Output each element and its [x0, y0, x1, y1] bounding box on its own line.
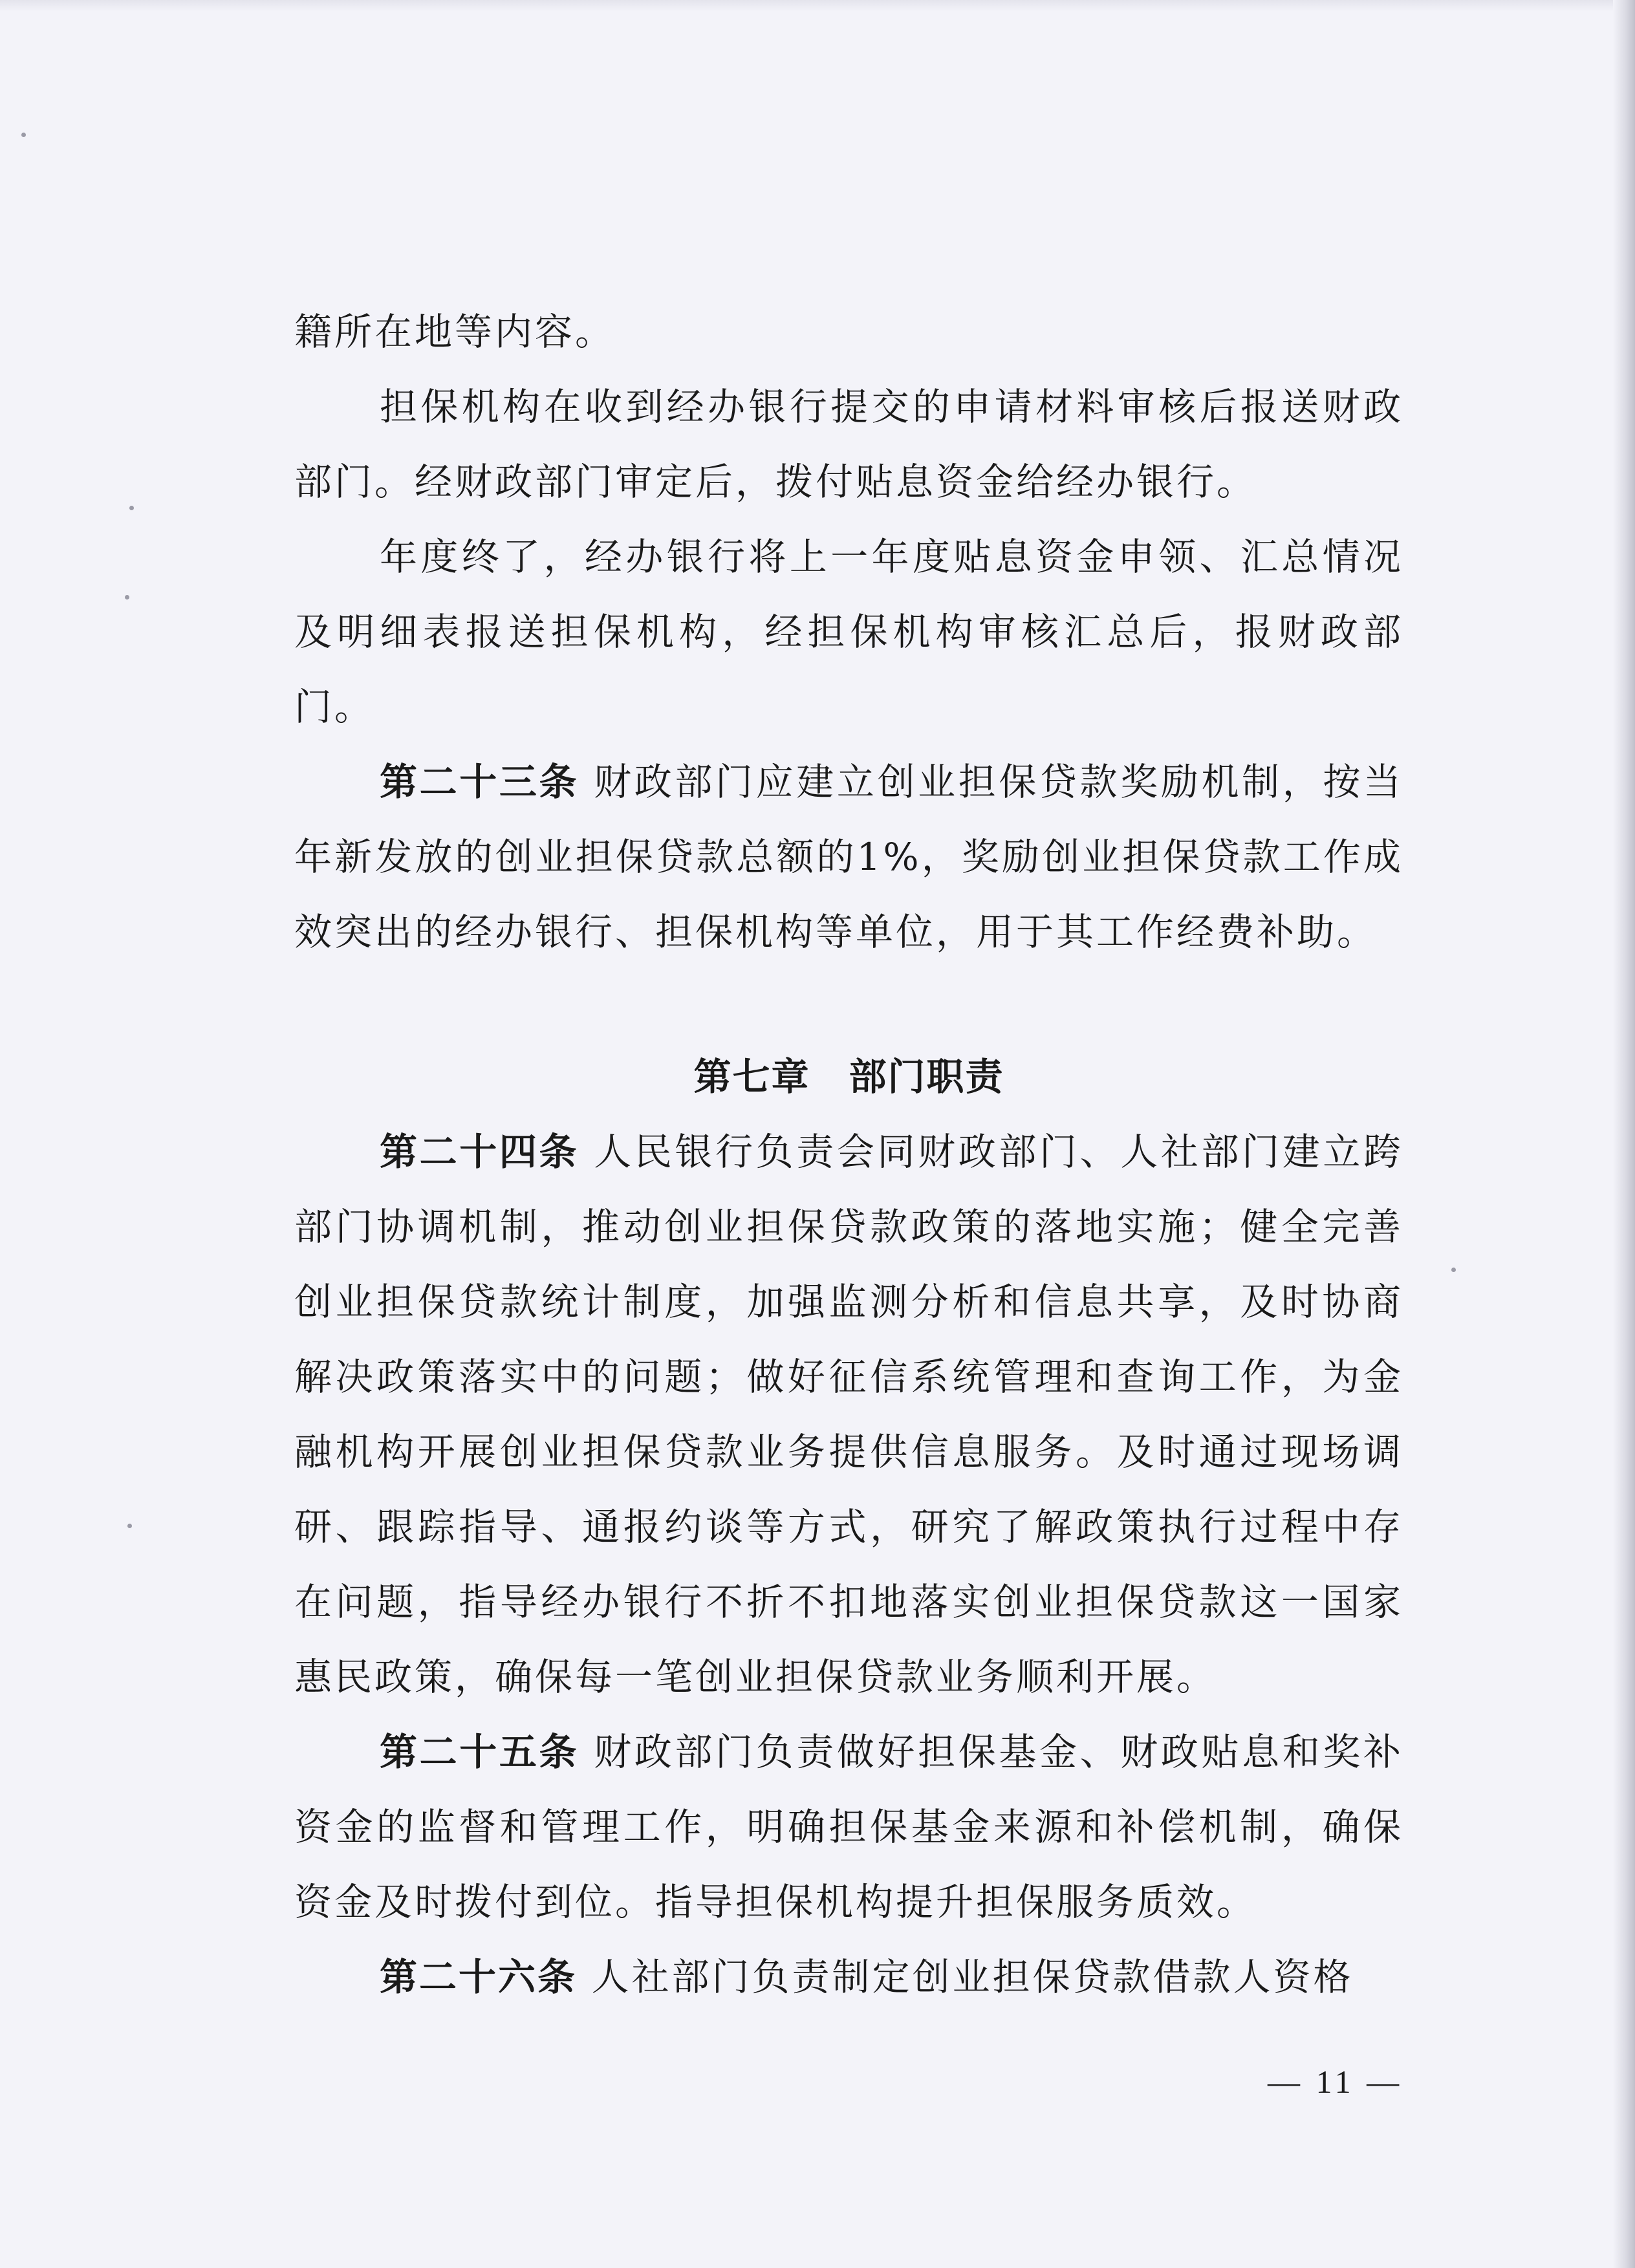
article-label: 第二十六条: [380, 1955, 578, 1999]
scan-top-edge: [0, 0, 1635, 12]
scan-speck: [129, 506, 134, 510]
paragraph-text: 籍所在地等内容。: [294, 310, 616, 354]
paragraph-year-end: [294, 519, 1403, 744]
paragraph-guarantee-review: [294, 369, 1403, 519]
page-number: — 11 —: [1268, 2064, 1403, 2100]
article-label: 第二十五条: [380, 1730, 579, 1774]
paragraph-text: 年度终了，经办银行将上一年度贴息资金申领、汇总情况及明细表报送担保机构，经担保机构审核汇总后，报财政部门。: [294, 535, 1403, 729]
paragraph-text: 担保机构在收到经办银行提交的申请材料审核后报送财政部门。经财政部门审定后，拨付贴息资金给经办银行。: [294, 385, 1403, 504]
article-label: 第二十三条: [380, 760, 579, 804]
document-page: [294, 294, 1403, 2014]
article-text: 财政部门负责做好担保基金、财政贴息和奖补资金的监督和管理工作，明确担保基金来源和补偿机制，确保资金及时拨付到位。指导担保机构提升担保服务质效。: [294, 1730, 1403, 1924]
article-label: 第二十四条: [380, 1130, 579, 1174]
paragraph-continuation: [294, 294, 1403, 369]
scan-speck: [125, 595, 129, 599]
article-text: 人民银行负责会同财政部门、人社部门建立跨部门协调机制，推动创业担保贷款政策的落地实施；健全完善创业担保贷款统计制度，加强监测分析和信息共享，及时协商解决政策落实中的问题；做好征信系统管理和查询工作，为金融机构开展创业担保贷款业务提供信息服务。及时通过现场调研、跟踪指导、通报约谈等方式，研究了解政策执行过程中存在问题，指导经办银行不折不扣地落实创业担保贷款这一国家惠民政策，确保每一笔创业担保贷款业务顺利开展。: [294, 1130, 1403, 1699]
article-text: 财政部门应建立创业担保贷款奖励机制，按当年新发放的创业担保贷款总额的1%，奖励创业担保贷款工作成效突出的经办银行、担保机构等单位，用于其工作经费补助。: [294, 760, 1403, 954]
scan-speck: [127, 1524, 132, 1528]
article-text: 人社部门负责制定创业担保贷款借款人资格: [591, 1955, 1354, 1999]
scan-right-edge: [1613, 0, 1635, 2268]
chapter-heading: 第七章 部门职责: [693, 1055, 1004, 1099]
article-24: [294, 1114, 1403, 1714]
article-26: [294, 1939, 1403, 2014]
article-25: [294, 1714, 1403, 1939]
scan-speck: [21, 133, 26, 137]
scan-speck: [1451, 1268, 1456, 1272]
article-23: [294, 744, 1403, 969]
